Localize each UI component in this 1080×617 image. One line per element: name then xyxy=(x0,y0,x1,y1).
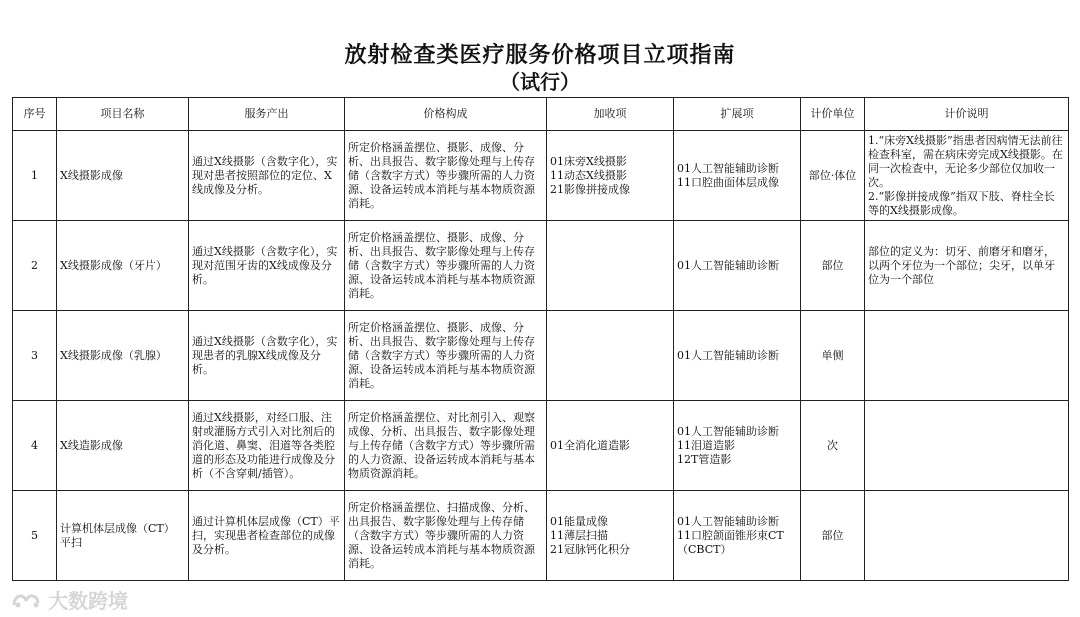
watermark xyxy=(10,585,128,614)
add-item: 01能量成像 xyxy=(550,514,608,528)
cell-price: 所定价格涵盖摆位、摄影、成像、分析、出具报告、数字影像处理与上传存储（含数字方式）等步骤所需的人力资源、设备运转成本消耗与基本物质资源消耗。 xyxy=(345,221,547,311)
cell-name: X线摄影成像（乳腺） xyxy=(57,311,189,401)
cell-ext xyxy=(674,401,801,491)
watermark-text: 大数跨境 xyxy=(48,589,128,613)
cell-output: 通过计算机体层成像（CT）平扫，实现患者检查部位的成像及分析。 xyxy=(189,491,345,581)
cell-add xyxy=(547,491,674,581)
cell-ext xyxy=(674,221,801,311)
ext-item: 01人工智能辅助诊断 xyxy=(677,424,779,438)
cell-add xyxy=(547,401,674,491)
table-row xyxy=(13,311,1069,401)
cell-note xyxy=(865,131,1069,221)
cell-note xyxy=(865,311,1069,401)
header-no: 序号 xyxy=(13,98,57,131)
header-ext: 扩展项 xyxy=(674,98,801,131)
add-item: 21冠脉钙化积分 xyxy=(550,542,630,556)
cell-output: 通过X线摄影（含数字化），实现患者的乳腺X线成像及分析。 xyxy=(189,311,345,401)
table-row xyxy=(13,221,1069,311)
table-header-row xyxy=(13,98,1069,131)
cell-no: 1 xyxy=(13,131,57,221)
header-output: 服务产出 xyxy=(189,98,345,131)
cell-ext xyxy=(674,491,801,581)
watermark-logo-icon xyxy=(10,589,44,611)
document-subtitle: （试行） xyxy=(500,70,580,94)
cell-note xyxy=(865,401,1069,491)
cell-add xyxy=(547,131,674,221)
header-name: 项目名称 xyxy=(57,98,189,131)
ext-item: 01人工智能辅助诊断 xyxy=(677,161,779,175)
ext-item: 11泪道造影 xyxy=(677,438,735,452)
cell-price: 所定价格涵盖摆位、摄影、成像、分析、出具报告、数字影像处理与上传存储（含数字方式）等步骤所需的人力资源、设备运转成本消耗与基本物质资源消耗。 xyxy=(345,131,547,221)
cell-ext xyxy=(674,131,801,221)
cell-no: 2 xyxy=(13,221,57,311)
add-item: 11动态X线摄影 xyxy=(550,168,627,182)
ext-item: 01人工智能辅助诊断 xyxy=(677,348,779,362)
header-unit: 计价单位 xyxy=(801,98,865,131)
table-row xyxy=(13,131,1069,221)
ext-item: 12T管造影 xyxy=(677,452,732,466)
add-item: 01全消化道造影 xyxy=(550,438,630,452)
cell-unit: 单侧 xyxy=(801,311,865,401)
pricing-guide-table xyxy=(12,97,1069,581)
cell-add xyxy=(547,221,674,311)
cell-unit: 部位 xyxy=(801,491,865,581)
cell-no: 3 xyxy=(13,311,57,401)
cell-unit: 部位 xyxy=(801,221,865,311)
cell-note xyxy=(865,491,1069,581)
cell-price: 所定价格涵盖摆位、摄影、成像、分析、出具报告、数字影像处理与上传存储（含数字方式）等步骤所需的人力资源、设备运转成本消耗与基本物质资源消耗。 xyxy=(345,311,547,401)
note-item: 1.“床旁X线摄影”指患者因病情无法前往检查科室，需在病床旁完成X线摄影。在同一次检查中，无论多少部位仅加收一次。 xyxy=(868,133,1063,189)
cell-output: 通过X线摄影，对经口服、注射或灌肠方式引入对比剂后的消化道、鼻窦、泪道等各类腔道的形态及功能进行成像及分析（不含穿刺/插管）。 xyxy=(189,401,345,491)
ext-item: 11口腔颌面锥形束CT（CBCT） xyxy=(677,528,784,556)
add-item: 21影像拼接成像 xyxy=(550,182,630,196)
cell-name: X线摄影成像（牙片） xyxy=(57,221,189,311)
note-item: 部位的定义为：切牙、前磨牙和磨牙，以两个牙位为一个部位；尖牙，以单牙位为一个部位 xyxy=(868,244,1055,286)
header-price: 价格构成 xyxy=(345,98,547,131)
cell-name: 计算机体层成像（CT）平扫 xyxy=(57,491,189,581)
table-row xyxy=(13,401,1069,491)
add-item: 01床旁X线摄影 xyxy=(550,154,627,168)
ext-item: 01人工智能辅助诊断 xyxy=(677,258,779,272)
cell-no: 4 xyxy=(13,401,57,491)
cell-output: 通过X线摄影（含数字化），实现对患者按照部位的定位、X线成像及分析。 xyxy=(189,131,345,221)
add-item: 11薄层扫描 xyxy=(550,528,608,542)
cell-note xyxy=(865,221,1069,311)
ext-item: 11口腔曲面体层成像 xyxy=(677,175,779,189)
cell-no: 5 xyxy=(13,491,57,581)
cell-ext xyxy=(674,311,801,401)
document-title: 放射检查类医疗服务价格项目立项指南 xyxy=(344,42,736,68)
header-add: 加收项 xyxy=(547,98,674,131)
ext-item: 01人工智能辅助诊断 xyxy=(677,514,779,528)
cell-unit: 次 xyxy=(801,401,865,491)
cell-unit: 部位·体位 xyxy=(801,131,865,221)
cell-price: 所定价格涵盖摆位、扫描成像、分析、出具报告、数字影像处理与上传存储（含数字方式）等步骤所需的人力资源、设备运转成本消耗与基本物质资源消耗。 xyxy=(345,491,547,581)
cell-name: X线摄影成像 xyxy=(57,131,189,221)
cell-price: 所定价格涵盖摆位、对比剂引入、观察成像、分析、出具报告、数字影像处理与上传存储（含数字方式）等步骤所需的人力资源、设备运转成本消耗与基本物质资源消耗。 xyxy=(345,401,547,491)
cell-output: 通过X线摄影（含数字化），实现对范围牙齿的X线成像及分析。 xyxy=(189,221,345,311)
note-item: 2.“影像拼接成像”指双下肢、脊柱全长等的X线摄影成像。 xyxy=(868,189,1055,217)
cell-name: X线造影成像 xyxy=(57,401,189,491)
table-row xyxy=(13,491,1069,581)
cell-add xyxy=(547,311,674,401)
header-note: 计价说明 xyxy=(865,98,1069,131)
